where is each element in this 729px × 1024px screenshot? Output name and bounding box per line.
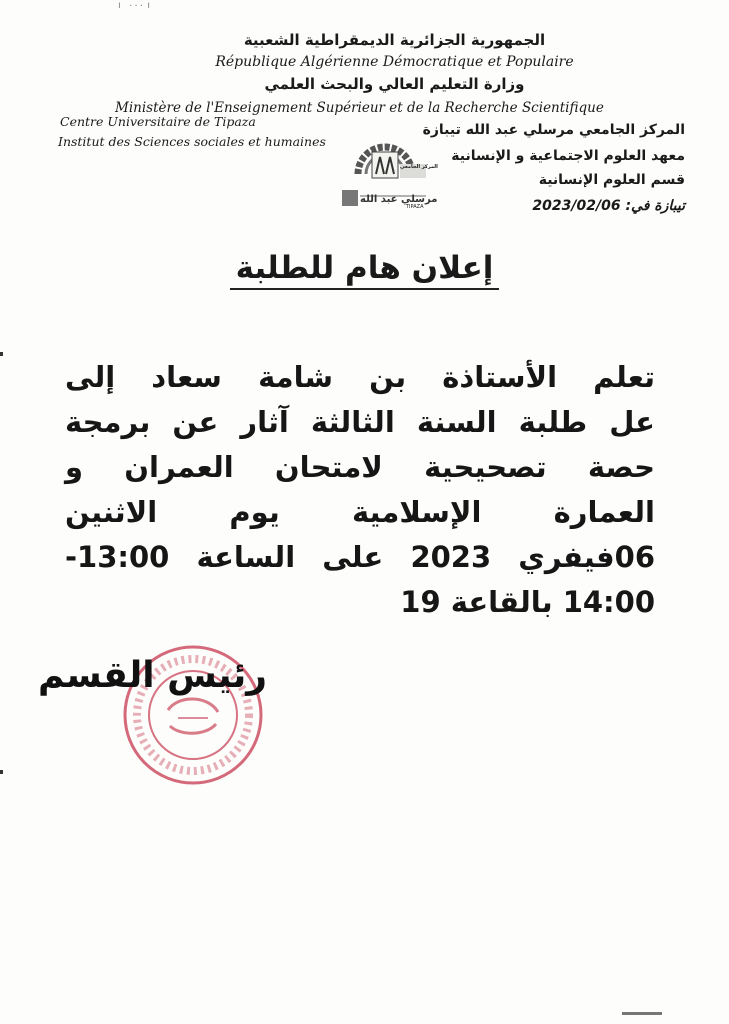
republic-french: République Algérienne Démocratique et Populaire [215, 54, 574, 70]
centre-arabic: المركز الجامعي مرسلي عبد الله تيبازة [422, 122, 685, 138]
logo-bottom-text: مرسلي عبد الله [360, 194, 438, 205]
republic-arabic: الجمهورية الجزائرية الديمقراطية الشعبية [243, 31, 546, 49]
body-line-6: 14:00 بالقاعة 19 [400, 585, 655, 619]
institut-arabic: معهد العلوم الاجتماعية و الإنسانية [451, 148, 685, 164]
page-title [0, 250, 729, 286]
ministry-arabic: وزارة التعليم العالي والبحث العلمي [264, 75, 525, 93]
body-line-3: حصة تصحيحية لامتحان العمران و [65, 450, 655, 484]
ministry-french: Ministère de l'Enseignement Supérieur et de la Recherche Scientifique [115, 100, 604, 116]
title-text: إعلان هام للطلبة [230, 250, 500, 290]
institut-french: Institut des Sciences sociales et humaines [58, 134, 326, 149]
body-line-5: 06فيفري 2023 على الساعة 13:00- [65, 540, 655, 574]
university-logo [340, 130, 438, 212]
scan-edge-mark-left-2 [0, 770, 3, 774]
scan-edge-mark-left [0, 352, 3, 356]
signature-title: رئيس القسم [38, 655, 267, 696]
body-line-2: عل طلبة السنة الثالثة آثار عن برمجة [65, 405, 655, 439]
department-arabic: قسم العلوم الإنسانية [538, 172, 685, 188]
logo-tipaza: TIPAZA [406, 204, 424, 210]
scan-edge-mark-bottom [622, 1012, 662, 1015]
scan-mark: ı ٠٠٠ ı [118, 0, 153, 11]
date-line: تيبازة في: 2023/02/06 [532, 198, 685, 214]
centre-universitaire-french: Centre Universitaire de Tipaza [60, 114, 256, 129]
logo-top-text: المركز الجامعي [400, 164, 438, 170]
body-line-1: تعلم الأستاذة بن شامة سعاد إلى [65, 360, 655, 394]
body-line-4: العمارة الإسلامية يوم الاثنين [65, 495, 655, 529]
